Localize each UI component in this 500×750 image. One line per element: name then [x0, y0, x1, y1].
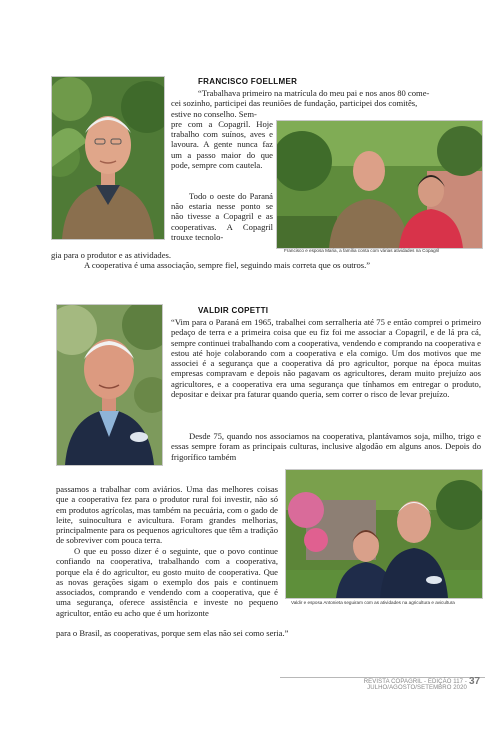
valdir-quote-closing: para o Brasil, as cooperativas, porque sem elas não sei como seria.” [56, 628, 289, 638]
francisco-quote-line3: estive no conselho. Sem- [171, 108, 257, 119]
francisco-quote-closing: A cooperativa é uma associação, sempre fiel, seguindo mais correta que os outros.” [84, 260, 371, 271]
francisco-quote-tail: gia para o produtor e as atividades. [51, 250, 172, 260]
valdir-quote-p2: Desde 75, quando nos associamos na cooperativa, plantávamos soja, milho, trigo e essas sempre foram as principais culturas, inclusive algodão em alguns anos. Depois do frigorífico também [171, 431, 481, 462]
francisco-name-heading: FRANCISCO FOELLMER [198, 77, 298, 86]
valdir-quote-p3: O que eu posso dizer é o seguinte, que o povo continue confiando na cooperativa, trabalhando com a cooperativa, porque ela é do agricultor, eu gosto muito de cooperativa. Que as novas gerações sigam o exemplo dos pais e continuem associados, comprando e vendendo com a cooperativa, que é uma segurança, oferece assistência e investe no pequeno agricultor, então eu acho que é um horizonte [56, 546, 278, 618]
valdir-photo-caption: Valdir e esposa Antonieta seguiram com as atividades na agricultura e avicultura [291, 600, 455, 605]
footer-divider [280, 677, 485, 678]
francisco-quote-intro: “Trabalhava primeiro na matrícula do meu pai e nos anos 80 come- [198, 88, 430, 98]
valdir-and-antonieta-photo [285, 469, 483, 599]
valdir-portrait-photo [56, 304, 163, 466]
valdir-name-heading: VALDIR COPETTI [198, 306, 269, 315]
francisco-and-maria-photo [276, 120, 483, 249]
footer-publication-info: REVISTA COPAGRIL - EDIÇÃO 117 - JULHO/AGOSTO/SETEMBRO 2020 [363, 679, 467, 691]
francisco-quote-column: pre com a Copagril. Hoje trabalho com suínos, aves e lavoura. A gente nunca faz um a passo maior do que pode, sempre com cautela. [171, 118, 273, 171]
valdir-quote-p2-continued: passamos a trabalhar com aviários. Uma das melhores coisas que a cooperativa fez para o produtor rural foi investir, não só em produtos agrícolas, mas também na pecuária, com o gado de leite, suinocultura e avicultura. Foram grandes melhorias, principalmente para os pequenos agricultores que têm a tradição de sobreviver com pouca terra. [56, 484, 278, 546]
francisco-quote-line2: cei sozinho, participei das reuniões de fundação, participei dos comitês, [171, 98, 418, 109]
francisco-photo-caption: Francisco e esposa Maria, a família conta com várias atividades na Copagril [284, 248, 440, 253]
francisco-quote-column-2: Todo o oeste do Paraná não estaria nesse ponto se não tivesse a Copagril e as cooperativas. A Copagril trouxe tecnolo- [171, 190, 273, 243]
page-number: 37 [469, 676, 481, 687]
valdir-quote-p1: “Vim para o Paraná em 1965, trabalhei com serralheria até 75 e então comprei o primeiro pedaço de terra e a primeira coisa que eu fiz foi me associar a Copagril, e de lá pra cá, sempre continuei trabalhando com a cooperativa, vendendo e comprando na cooperativa e estou até hoje colaborando com a cooperativa e ela comigo. Um dos motivos que me associei é a segurança que a cooperativa dá pro agricultor, porque na época muitas empresas compravam e depois não pagavam os agricultores, deram muito prejuízo aos agricultores, e a cooperativa era uma segurança que tínhamos em entregar o produto, depositar e deixar pra faturar quando queria, sem correr o risco de levar prejuízo. [171, 317, 481, 400]
francisco-portrait-photo [51, 76, 165, 240]
